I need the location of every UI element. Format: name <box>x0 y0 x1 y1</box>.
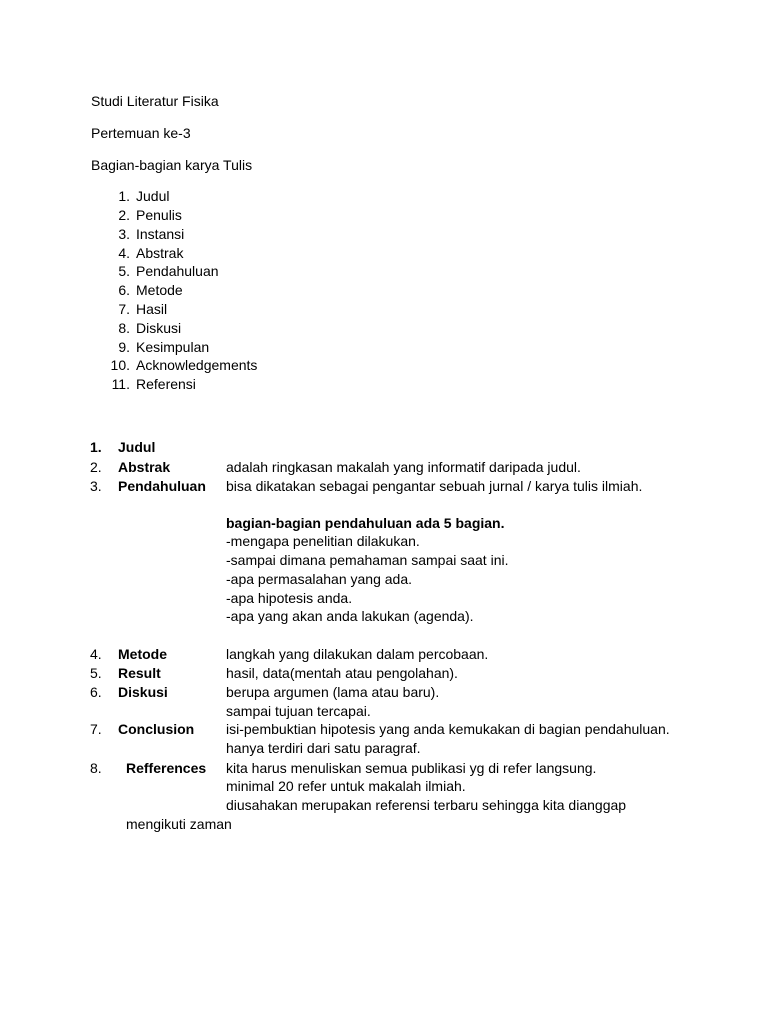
pendahuluan-item: -apa permasalahan yang ada. <box>226 571 413 587</box>
toc-item-label: Diskusi <box>136 320 182 336</box>
section-number-abstrak: 2. <box>90 459 102 475</box>
section-term-judul: Judul <box>118 439 156 455</box>
section-term-references: Refferences <box>126 760 207 776</box>
section-number-result: 5. <box>90 665 102 681</box>
section-desc-metode: langkah yang dilakukan dalam percobaan. <box>226 646 489 662</box>
toc-item-number: 4. <box>118 245 130 261</box>
section-desc-references: kita harus menuliskan semua publikasi yg di refer langsung. <box>226 760 597 776</box>
section-number-metode: 4. <box>90 646 102 662</box>
toc-item-number: 11. <box>111 376 130 392</box>
toc-item-label: Acknowledgements <box>136 357 258 373</box>
meeting-label: Pertemuan ke-3 <box>91 125 191 141</box>
section-number-diskusi: 6. <box>90 684 102 700</box>
section-term-pendahuluan: Pendahuluan <box>118 478 206 494</box>
section-desc-pendahuluan: bisa dikatakan sebagai pengantar sebuah jurnal / karya tulis ilmiah. <box>226 478 643 494</box>
toc-item-label: Pendahuluan <box>136 263 219 279</box>
pendahuluan-sub-heading: bagian-bagian pendahuluan ada 5 bagian. <box>226 515 505 531</box>
toc-item-label: Referensi <box>136 376 196 392</box>
toc-item-number: 3. <box>118 226 130 242</box>
section-desc-abstrak: adalah ringkasan makalah yang informatif daripada judul. <box>226 459 581 475</box>
section-term-diskusi: Diskusi <box>118 684 168 700</box>
toc-item-number: 2. <box>118 207 130 223</box>
pendahuluan-item: -apa yang akan anda lakukan (agenda). <box>226 608 474 624</box>
section-desc-conclusion-2: hanya terdiri dari satu paragraf. <box>226 740 421 756</box>
pendahuluan-item: -sampai dimana pemahaman sampai saat ini. <box>226 552 509 568</box>
toc-item-number: 5. <box>118 263 130 279</box>
section-desc-diskusi-2: sampai tujuan tercapai. <box>226 703 371 719</box>
toc-item-number: 8. <box>118 320 130 336</box>
pendahuluan-item: -apa hipotesis anda. <box>226 590 353 606</box>
section-desc-references-3: diusahakan merupakan referensi terbaru sehingga kita dianggap <box>226 797 627 813</box>
section-desc-references-4: mengikuti zaman <box>126 816 232 832</box>
pendahuluan-item: -mengapa penelitian dilakukan. <box>226 533 420 549</box>
document-title: Studi Literatur Fisika <box>91 93 219 109</box>
toc-item-number: 1. <box>118 188 130 204</box>
toc-item-label: Judul <box>136 188 170 204</box>
toc-item-number: 7. <box>118 301 130 317</box>
section-desc-references-2: minimal 20 refer untuk makalah ilmiah. <box>226 778 466 794</box>
section-desc-diskusi: berupa argumen (lama atau baru). <box>226 684 440 700</box>
section-term-conclusion: Conclusion <box>118 721 195 737</box>
section-number-conclusion: 7. <box>90 721 102 737</box>
section-number-references: 8. <box>90 760 102 776</box>
section-subtitle: Bagian-bagian karya Tulis <box>91 157 253 173</box>
section-term-abstrak: Abstrak <box>118 459 171 475</box>
toc-item-label: Penulis <box>136 207 182 223</box>
toc-item-label: Abstrak <box>136 245 184 261</box>
section-desc-conclusion: isi-pembuktian hipotesis yang anda kemukakan di bagian pendahuluan. <box>226 721 670 737</box>
section-term-metode: Metode <box>118 646 167 662</box>
section-number-pendahuluan: 3. <box>90 478 102 494</box>
toc-item-label: Instansi <box>136 226 185 242</box>
toc-item-number: 6. <box>118 282 130 298</box>
toc-item-number: 9. <box>118 339 130 355</box>
toc-item-label: Metode <box>136 282 183 298</box>
toc-item-label: Kesimpulan <box>136 339 210 355</box>
section-number-judul: 1. <box>90 439 102 455</box>
toc-item-number: 10. <box>110 357 130 373</box>
section-term-result: Result <box>118 665 161 681</box>
toc-item-label: Hasil <box>136 301 168 317</box>
section-desc-result: hasil, data(mentah atau pengolahan). <box>226 665 458 681</box>
